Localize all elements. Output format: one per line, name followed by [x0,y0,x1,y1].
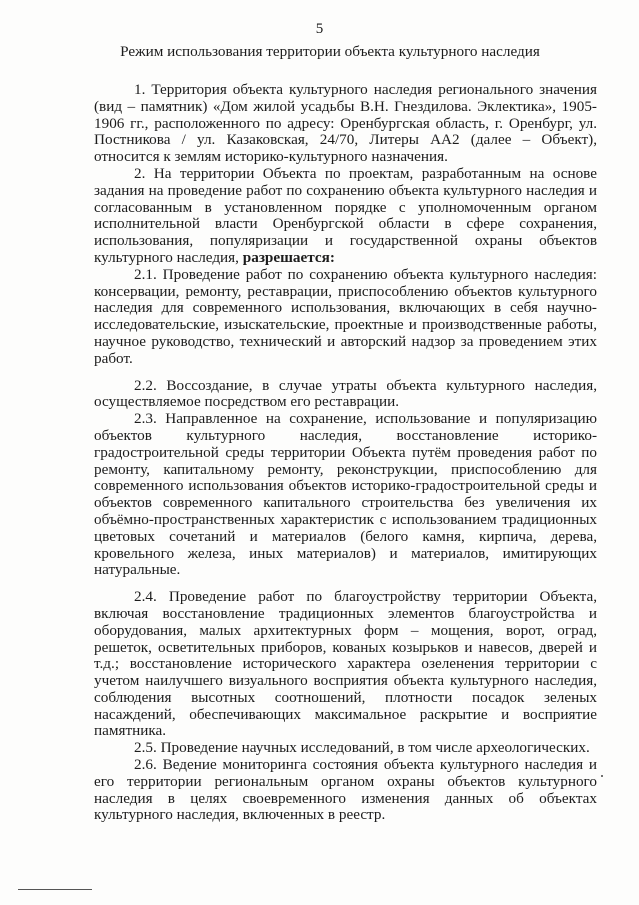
scan-speck [601,775,603,777]
paragraph-2-2: 2.2. Воссоздание, в случае утраты объекта культурного наследия, осуществляемое посредством его реставрации. [94,376,597,411]
paragraph-2-bold: разрешается: [242,248,335,266]
page-number: 5 [315,21,324,37]
paragraph-1: 1. Территория объекта культурного наследия регионального значения (вид – памятник) «Дом жилой усадьбы В.Н. Гнездилова. Эклектика», 1905-1906 гг., расположенного по адресу: Оренбургская область, г. Оренбург, ул. Постникова / ул. Казаковская, 24/70, Литеры АА2 (далее – Объект), относится к землям историко-культурного назначения. [94,81,597,166]
paragraph-2-5: 2.5. Проведение научных исследований, в том числе археологических. [134,739,590,757]
paragraph-2-1: 2.1. Проведение работ по сохранению объекта культурного наследия: консервации, ремонту, реставрации, приспособлению объектов культурного наследия для современного использования, включающих в себя научно-исследовательские, изыскательские, проектные и производственные работы, научное руководство, технический и авторский надзор за проведением этих работ. [94,265,597,367]
document-title: Режим использования территории объекта культурного наследия [120,43,540,60]
paragraph-2-3: 2.3. Направленное на сохранение, использование и популяризацию объектов культурного наследия, восстановление историко-градостроительной среды территории Объекта путём проведения работ по ремонту, капитальному ремонту, реконструкции, приспособлению для современного использования объектов историко-градостроительной среды и объектов современного капитального строительства без увеличения их объёмно-пространственных характеристик с использованием традиционных цветовых сочетаний и материалов (белого камня, кирпича, дерева, кровельного железа, иных материалов) и материалов, имитирующих натуральные. [94,410,597,579]
document-body [94,82,597,824]
paragraph-2-4: 2.4. Проведение работ по благоустройству территории Объекта, включая восстановление традиционных элементов благоустройства и оборудования, малых архитектурных форм – мощения, ворот, оград, решеток, осветительных приборов, кованых козырьков и навесов, дверей и т.д.; восстановление исторического характера озеленения территории с учетом наилучшего визуального восприятия объекта культурного наследия, соблюдения высотных соотношений, плотности посадок зеленых насаждений, обеспечивающих максимальное раскрытие и восприятие памятника. [94,588,597,740]
paragraph-2 [94,166,597,267]
footnote-rule [18,889,92,890]
paragraph-2-6: 2.6. Ведение мониторинга состояния объекта культурного наследия и его территории региональным органом охраны объектов культурного наследия в целях своевременного изменения данных об объектах культурного наследия, включенных в реестр. [94,756,597,824]
paragraph-2-text: 2. На территории Объекта по проектам, разработанным на основе задания на проведение работ по сохранению объекта культурного наследия и согласованным в установленном порядке с уполномоченным органом исполнительной власти Оренбургской области в сфере сохранения, использования, популяризации и государственной охраны объектов культурного наследия, [94,164,597,266]
